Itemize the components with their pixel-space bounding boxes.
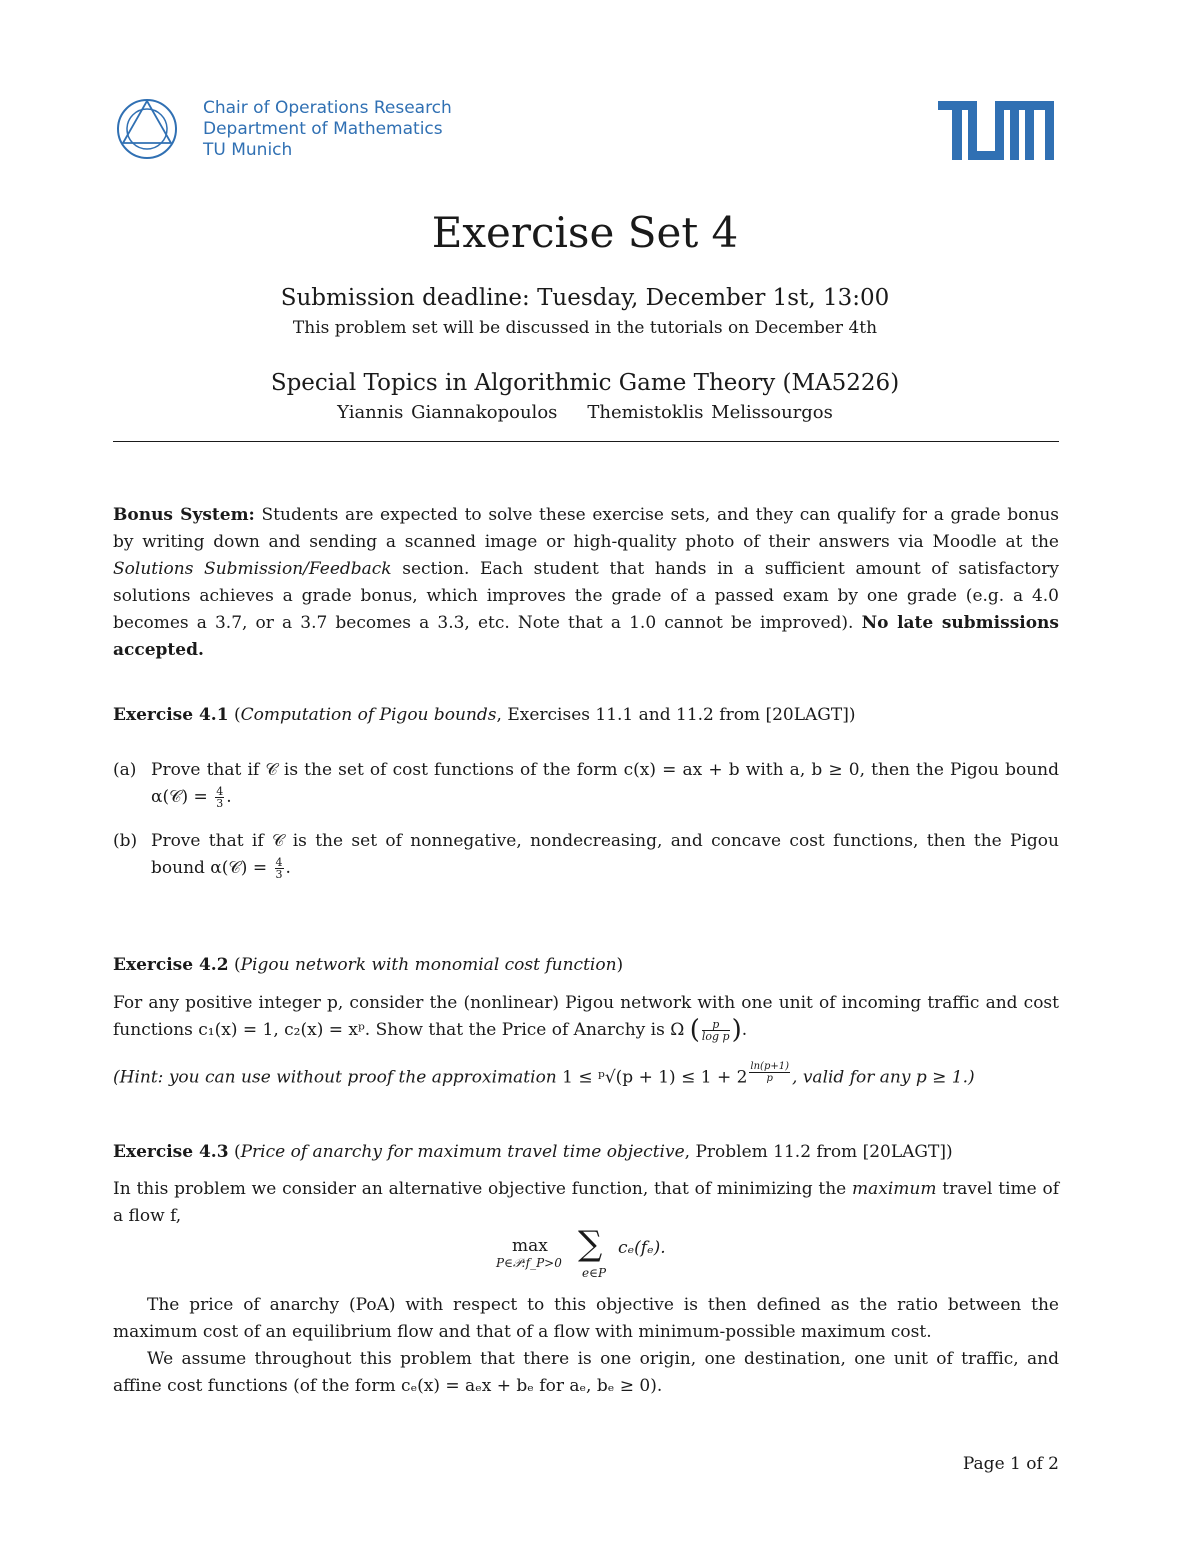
page-title: Exercise Set 4 — [431, 208, 739, 257]
exercise-label: Exercise 4.1 — [113, 705, 229, 725]
intro-text: In this problem we consider an alternative objective function, that of minimizing the — [113, 1179, 847, 1199]
bonus-text-continued: section. Each student that hands in a sufficient amount of satisfactory solutions achieves a grade bonus, which improves the grade of a passed exam by one grade (e.g. a 4.0 becomes a 3.7, or a 3.7 becomes a 3.3, etc. Note that a 1.0 cannot be improved). — [113, 559, 1060, 633]
fraction-numerator: 4 — [275, 856, 283, 869]
submission-deadline: Submission deadline: Tuesday, December 1st, 13:00 — [280, 285, 890, 311]
exercise-topic: Pigou network with monomial cost function — [240, 955, 617, 975]
omega-fraction — [702, 1019, 730, 1042]
exercise-4-3-heading: Exercise 4.3 (Price of anarchy for maximum travel time objective, Problem 11.2 from [20LAGT]) — [113, 1142, 953, 1162]
fraction-denominator: 3 — [275, 868, 283, 881]
tum-logo-icon — [938, 101, 1054, 160]
bonus-label: Bonus System: — [113, 505, 255, 525]
exercise-4-2-hint: (Hint: you can use without proof the approximation 1 ≤ ᵖ√(p + 1) ≤ 1 + 2 $^{\frac{\ln(p+1)}{p}}$ , valid for any p ≥ 1.) — [113, 1060, 975, 1088]
exercise-label: Exercise 4.3 — [113, 1142, 229, 1162]
formula-term: cₑ(fₑ). — [618, 1238, 666, 1258]
author-name: Yiannis Giannakopoulos — [337, 402, 558, 423]
author-name: Themistoklis Melissourgos — [587, 402, 833, 423]
formula-sum: ∑ — [578, 1224, 603, 1264]
hint-math: 1 ≤ ᵖ√(p + 1) ≤ 1 + 2 — [562, 1067, 748, 1088]
fraction-numerator: 4 — [216, 785, 224, 798]
exercise-topic: Price of anarchy for maximum travel time objective — [240, 1142, 685, 1162]
intro-text-continued: travel time of a flow f, — [113, 1179, 1059, 1226]
exercise-4-2-heading: Exercise 4.2 (Pigou network with monomial cost function) — [113, 955, 624, 975]
hint-exponent — [749, 1061, 790, 1084]
formula-sum-subscript: e∈P — [582, 1266, 607, 1280]
intro-emphasis: maximum — [852, 1179, 937, 1199]
no-late-notice: No late submissions accepted. — [113, 613, 1059, 660]
exercise-4-3-poa-definition: The price of anarchy (PoA) with respect to this objective is then defined as the ratio between the maximum cost of an equilibrium flow and that of a flow with minimum-possible maximum cost. — [113, 1295, 1059, 1342]
tutorial-note: This problem set will be discussed in the tutorials on December 4th — [292, 318, 878, 338]
exercise-4-2-text: For any positive integer p, consider the (nonlinear) Pigou network with one unit of incoming traffic and cost functions c₁(x) = 1, c₂(x) = xᵖ. Show that the Price of Anarchy is Ω ( $\frac{p}{\text{log p}}$ ). — [113, 993, 1059, 1045]
exercise-statement: For any positive integer p, consider the (nonlinear) Pigou network with one unit of incoming traffic and cost functions c₁(x) = 1, c₂(x) = xᵖ. Show that the Price of Anarchy is Ω — [113, 993, 1059, 1040]
fraction-numerator: p — [702, 1019, 730, 1031]
part-text: Prove that if 𝒞 is the set of nonnegative, nondecreasing, and concave cost functions, then the Pigou bound α(𝒞) = — [151, 831, 1059, 878]
course-title: Special Topics in Algorithmic Game Theory (MA5226) — [270, 370, 900, 396]
fraction-denominator: 3 — [216, 797, 224, 810]
exercise-reference: , Exercises 11.1 and 11.2 from [20LAGT]) — [496, 705, 856, 725]
submission-section-name: Solutions Submission/Feedback — [113, 559, 392, 579]
header-divider — [113, 441, 1059, 442]
chair-line: Chair of Operations Research — [203, 98, 452, 118]
exercise-reference: , Problem 11.2 from [20LAGT]) — [684, 1142, 953, 1162]
formula-max-subscript: P∈𝒫:f_P>0 — [496, 1256, 562, 1270]
formula-max: max — [512, 1236, 548, 1256]
fraction-numerator: ln(p+1) — [750, 1060, 790, 1072]
part-label: (a) — [113, 760, 137, 780]
bonus-paragraph — [113, 502, 1059, 664]
chair-name-block — [203, 98, 452, 161]
hint-condition: , valid for any p ≥ 1. — [792, 1067, 969, 1088]
exercise-4-1-part-b: (b) Prove that if 𝒞 is the set of nonnegative, nondecreasing, and concave cost functions, then the Pigou bound α(𝒞) = $\frac{4}{3}$ . — [113, 828, 1059, 882]
exercise-topic: Computation of Pigou bounds — [240, 705, 497, 725]
exercise-4-1-heading: Exercise 4.1 (Computation of Pigou bounds, Exercises 11.1 and 11.2 from [20LAGT]) — [113, 705, 856, 725]
hint-text: Hint: you can use without proof the approximation — [119, 1067, 557, 1088]
fraction — [275, 857, 284, 880]
department-line: Department of Mathematics — [203, 119, 443, 139]
exercise-4-1-part-a: (a) Prove that if 𝒞 is the set of cost functions of the form c(x) = ax + b with a, b ≥ 0, then the Pigou bound α(𝒞) = $\frac{4}{3}$ . — [113, 757, 1059, 811]
fraction-denominator: p — [766, 1072, 773, 1084]
exercise-label: Exercise 4.2 — [113, 955, 229, 975]
chair-logo-icon — [116, 98, 178, 160]
exercise-4-3-intro — [113, 1176, 1059, 1230]
university-line: TU Munich — [203, 140, 293, 160]
objective-formula — [490, 1224, 730, 1290]
fraction-denominator: log p — [701, 1030, 730, 1043]
page-number: Page 1 of 2 — [962, 1454, 1059, 1474]
bonus-text: Students are expected to solve these exercise sets, and they can qualify for a grade bonus by writing down and sending a scanned image or high-quality photo of their answers via Moodle at the — [113, 505, 1059, 552]
fraction — [215, 786, 224, 809]
exercise-4-3-assumptions: We assume throughout this problem that there is one origin, one destination, one unit of traffic, and affine cost functions (of the form cₑ(x) = aₑx + bₑ for aₑ, bₑ ≥ 0). — [113, 1349, 1059, 1396]
part-text: Prove that if 𝒞 is the set of cost functions of the form c(x) = ax + b with a, b ≥ 0, then the Pigou bound α(𝒞) = — [151, 760, 1059, 807]
part-label: (b) — [113, 831, 138, 851]
authors — [0, 401, 1170, 425]
